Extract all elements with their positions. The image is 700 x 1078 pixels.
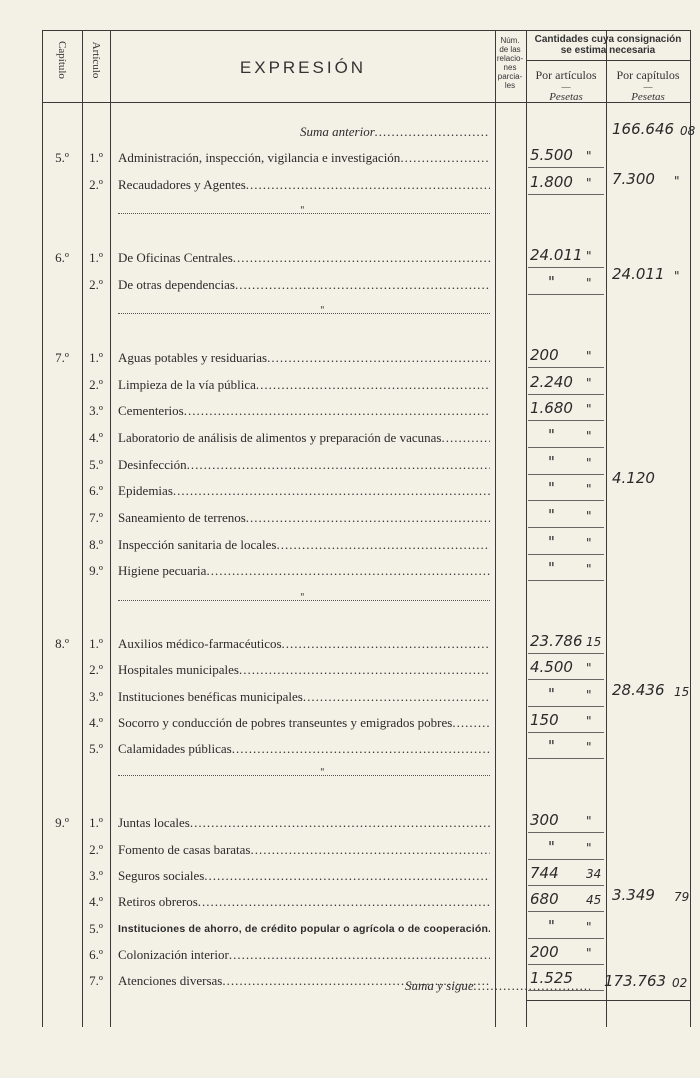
articulo-number: 7.º xyxy=(89,510,103,525)
row-description: Aguas potables y residuarias ..... xyxy=(118,350,490,366)
articulo-number: 5.º xyxy=(89,741,103,756)
articulo-divider xyxy=(110,30,111,1027)
suma-anterior-label: Suma anterior ..... xyxy=(300,124,490,140)
row-description: Colonización interior ..... xyxy=(118,947,490,963)
articulo-cents: " xyxy=(586,376,592,390)
amount-underline xyxy=(528,964,604,965)
row-description: Limpieza de la vía pública ..... xyxy=(118,377,490,393)
amount-underline xyxy=(528,732,604,733)
articulo-number: 2.º xyxy=(89,377,103,392)
capitulo-number: 8.º xyxy=(55,636,69,651)
articulo-number: 1.º xyxy=(89,350,103,365)
row-description: De otras dependencias ..... xyxy=(118,277,490,293)
articulo-number: 4.º xyxy=(89,894,103,909)
capitulo-number: 6.º xyxy=(55,250,69,265)
articulo-amount: 1.680 xyxy=(530,399,573,417)
row-description: Desinfección ..... xyxy=(118,457,490,473)
articulo-amount: " xyxy=(548,685,555,703)
amount-underline xyxy=(528,679,604,680)
suma-y-sigue-label: Suma y sigue ..... xyxy=(405,978,590,994)
amount-underline xyxy=(528,420,604,421)
articulo-amount: " xyxy=(548,453,555,471)
articulo-amount: 2.240 xyxy=(530,373,573,391)
articulo-cents: " xyxy=(586,841,592,855)
suma-anterior-cents: 08 xyxy=(680,124,696,138)
num-relaciones-header: Núm. de las relacio- nes parcia- les xyxy=(496,36,524,90)
articulo-cents: " xyxy=(586,276,592,290)
row-description: Instituciones benéficas municipales ..... xyxy=(118,689,490,705)
amounts-title: Cantidades cuya consignación se estima necesaria xyxy=(534,34,682,56)
row-description: Hospitales municipales ..... xyxy=(118,662,490,678)
amount-underline xyxy=(528,167,604,168)
expresion-divider xyxy=(495,30,496,1027)
articulo-amount: 24.011 xyxy=(530,246,583,264)
capitulo-header: Capítulo xyxy=(56,41,68,79)
articulo-cents: " xyxy=(586,661,592,675)
capitulo-total: 3.349 xyxy=(612,886,655,904)
capitulo-total: 4.120 xyxy=(612,469,655,487)
articulo-amount: 1.525 xyxy=(530,969,573,987)
amount-underline xyxy=(528,294,604,295)
row-description: Auxilios médico-farmacéuticos ..... xyxy=(118,636,490,652)
row-description: Fomento de casas baratas ..... xyxy=(118,842,490,858)
capitulo-number: 5.º xyxy=(55,150,69,165)
articulo-amount: " xyxy=(548,273,555,291)
amount-underline xyxy=(528,706,604,707)
row-description: Saneamiento de terrenos ..... xyxy=(118,510,490,526)
capitulo-total: 7.300 xyxy=(612,170,655,188)
separator-dotted-line xyxy=(118,313,490,314)
capitulo-cents: " xyxy=(674,269,680,283)
suma-sigue-rule xyxy=(526,1000,690,1001)
articulo-cents: " xyxy=(586,349,592,363)
amount-underline xyxy=(528,580,604,581)
row-description: Cementerios ..... xyxy=(118,403,490,419)
capitulo-number: 7.º xyxy=(55,350,69,365)
separator-ditto-mark: " xyxy=(300,205,305,216)
articulo-number: 6.º xyxy=(89,483,103,498)
row-description: Administración, inspección, vigilancia e investigación ..... xyxy=(118,150,490,166)
articulo-cents: " xyxy=(586,814,592,828)
amount-underline xyxy=(528,447,604,448)
articulo-number: 3.º xyxy=(89,689,103,704)
row-description: Instituciones de ahorro, de crédito popular o agrícola o de cooperación ..... xyxy=(118,923,490,935)
row-description: Seguros sociales ..... xyxy=(118,868,490,884)
row-description: Retiros obreros ..... xyxy=(118,894,490,910)
articulo-amount: 300 xyxy=(530,811,559,829)
articulo-number: 4.º xyxy=(89,430,103,445)
amount-underline xyxy=(528,859,604,860)
separator-ditto-mark: " xyxy=(300,592,305,603)
amount-underline xyxy=(528,911,604,912)
amount-underline xyxy=(528,500,604,501)
articulo-number: 3.º xyxy=(89,403,103,418)
articulo-number: 5.º xyxy=(89,921,103,936)
amount-underline xyxy=(528,554,604,555)
articulo-cents: 45 xyxy=(586,893,602,907)
articulo-amount: " xyxy=(548,737,555,755)
articulo-cents: " xyxy=(586,714,592,728)
row-description: Epidemias ..... xyxy=(118,483,490,499)
separator-ditto-mark: " xyxy=(320,305,325,316)
num-divider xyxy=(526,30,527,1027)
articulo-amount: " xyxy=(548,917,555,935)
articulo-number: 1.º xyxy=(89,250,103,265)
suma-anterior-amount: 166.646 xyxy=(612,120,675,138)
articulo-number: 9.º xyxy=(89,563,103,578)
articulo-cents: " xyxy=(586,482,592,496)
articulo-amount: 680 xyxy=(530,890,559,908)
suma-y-sigue-amount: 173.763 xyxy=(604,972,667,990)
articulo-cents: " xyxy=(586,176,592,190)
articulo-number: 8.º xyxy=(89,537,103,552)
suma-y-sigue-cents: 02 xyxy=(672,976,688,990)
row-description: De Oficinas Centrales ..... xyxy=(118,250,490,266)
articulo-cents: " xyxy=(586,536,592,550)
expresion-header: EXPRESIÓN xyxy=(239,58,367,77)
row-description: Inspección sanitaria de locales ..... xyxy=(118,537,490,553)
row-description: Laboratorio de análisis de alimentos y preparación de vacunas ..... xyxy=(118,430,490,446)
por-articulos-header: Por artículos — Pesetas xyxy=(535,68,597,103)
articulo-number: 2.º xyxy=(89,177,103,192)
amount-underline xyxy=(528,267,604,268)
articulo-number: 3.º xyxy=(89,868,103,883)
separator-ditto-mark: " xyxy=(320,767,325,778)
separator-dotted-line xyxy=(118,775,490,776)
top-border xyxy=(42,30,690,31)
articulo-amount: 1.800 xyxy=(530,173,573,191)
amount-underline xyxy=(528,758,604,759)
capitulo-total: 24.011 xyxy=(612,265,665,283)
articulo-amount: " xyxy=(548,533,555,551)
amount-underline xyxy=(528,394,604,395)
articulo-cents: " xyxy=(586,562,592,576)
articulo-number: 1.º xyxy=(89,150,103,165)
articulo-cents: " xyxy=(586,509,592,523)
articulo-cents: " xyxy=(586,688,592,702)
amount-underline xyxy=(528,474,604,475)
articulo-amount: 23.786 xyxy=(530,632,583,650)
articulo-amount: 4.500 xyxy=(530,658,573,676)
articulo-number: 4.º xyxy=(89,715,103,730)
capitulo-cents: 15 xyxy=(674,685,690,699)
articulo-amount: 150 xyxy=(530,711,559,729)
row-description: Higiene pecuaria ..... xyxy=(118,563,490,579)
row-description: Recaudadores y Agentes ..... xyxy=(118,177,490,193)
articulo-amount: 744 xyxy=(530,864,559,882)
articulo-number: 2.º xyxy=(89,277,103,292)
amounts-title-divider xyxy=(526,60,690,61)
articulo-cents: " xyxy=(586,402,592,416)
articulo-amount: " xyxy=(548,426,555,444)
articulo-amount: " xyxy=(548,559,555,577)
articulo-cents: " xyxy=(586,920,592,934)
articulo-header: Artículo xyxy=(90,41,102,79)
articulo-cents: 34 xyxy=(586,867,602,881)
articulo-cents: " xyxy=(586,946,592,960)
articulo-amount: 200 xyxy=(530,346,559,364)
articulo-amount: 200 xyxy=(530,943,559,961)
capitulo-cents: 79 xyxy=(674,890,690,904)
articulos-divider xyxy=(606,30,607,1027)
row-description: Atenciones diversas ..... xyxy=(118,973,490,989)
articulo-amount: " xyxy=(548,479,555,497)
articulo-number: 7.º xyxy=(89,973,103,988)
articulo-cents: " xyxy=(586,456,592,470)
articulo-number: 2.º xyxy=(89,842,103,857)
capitulo-cents: " xyxy=(674,174,680,188)
amount-underline xyxy=(528,938,604,939)
articulo-amount: 5.500 xyxy=(530,146,573,164)
articulo-number: 2.º xyxy=(89,662,103,677)
articulo-cents: " xyxy=(586,740,592,754)
amount-underline xyxy=(528,527,604,528)
articulo-cents: " xyxy=(586,429,592,443)
capitulo-number: 9.º xyxy=(55,815,69,830)
articulo-number: 1.º xyxy=(89,636,103,651)
row-description: Calamidades públicas ..... xyxy=(118,741,490,757)
right-border xyxy=(690,30,691,1027)
articulo-number: 6.º xyxy=(89,947,103,962)
articulo-cents: " xyxy=(586,249,592,263)
articulo-amount: " xyxy=(548,506,555,524)
articulo-cents: " xyxy=(586,149,592,163)
por-capitulos-header: Por capítulos — Pesetas xyxy=(616,68,680,103)
articulo-amount: " xyxy=(548,838,555,856)
capitulo-total: 28.436 xyxy=(612,681,665,699)
left-border xyxy=(42,30,43,1027)
articulo-number: 5.º xyxy=(89,457,103,472)
row-description: Juntas locales ..... xyxy=(118,815,490,831)
amount-underline xyxy=(528,367,604,368)
amount-underline xyxy=(528,194,604,195)
amount-underline xyxy=(528,832,604,833)
amount-underline xyxy=(528,885,604,886)
articulo-number: 1.º xyxy=(89,815,103,830)
articulo-cents: 15 xyxy=(586,635,602,649)
row-description: Socorro y conducción de pobres transeuntes y emigrados pobres ..... xyxy=(118,715,490,731)
amount-underline xyxy=(528,653,604,654)
